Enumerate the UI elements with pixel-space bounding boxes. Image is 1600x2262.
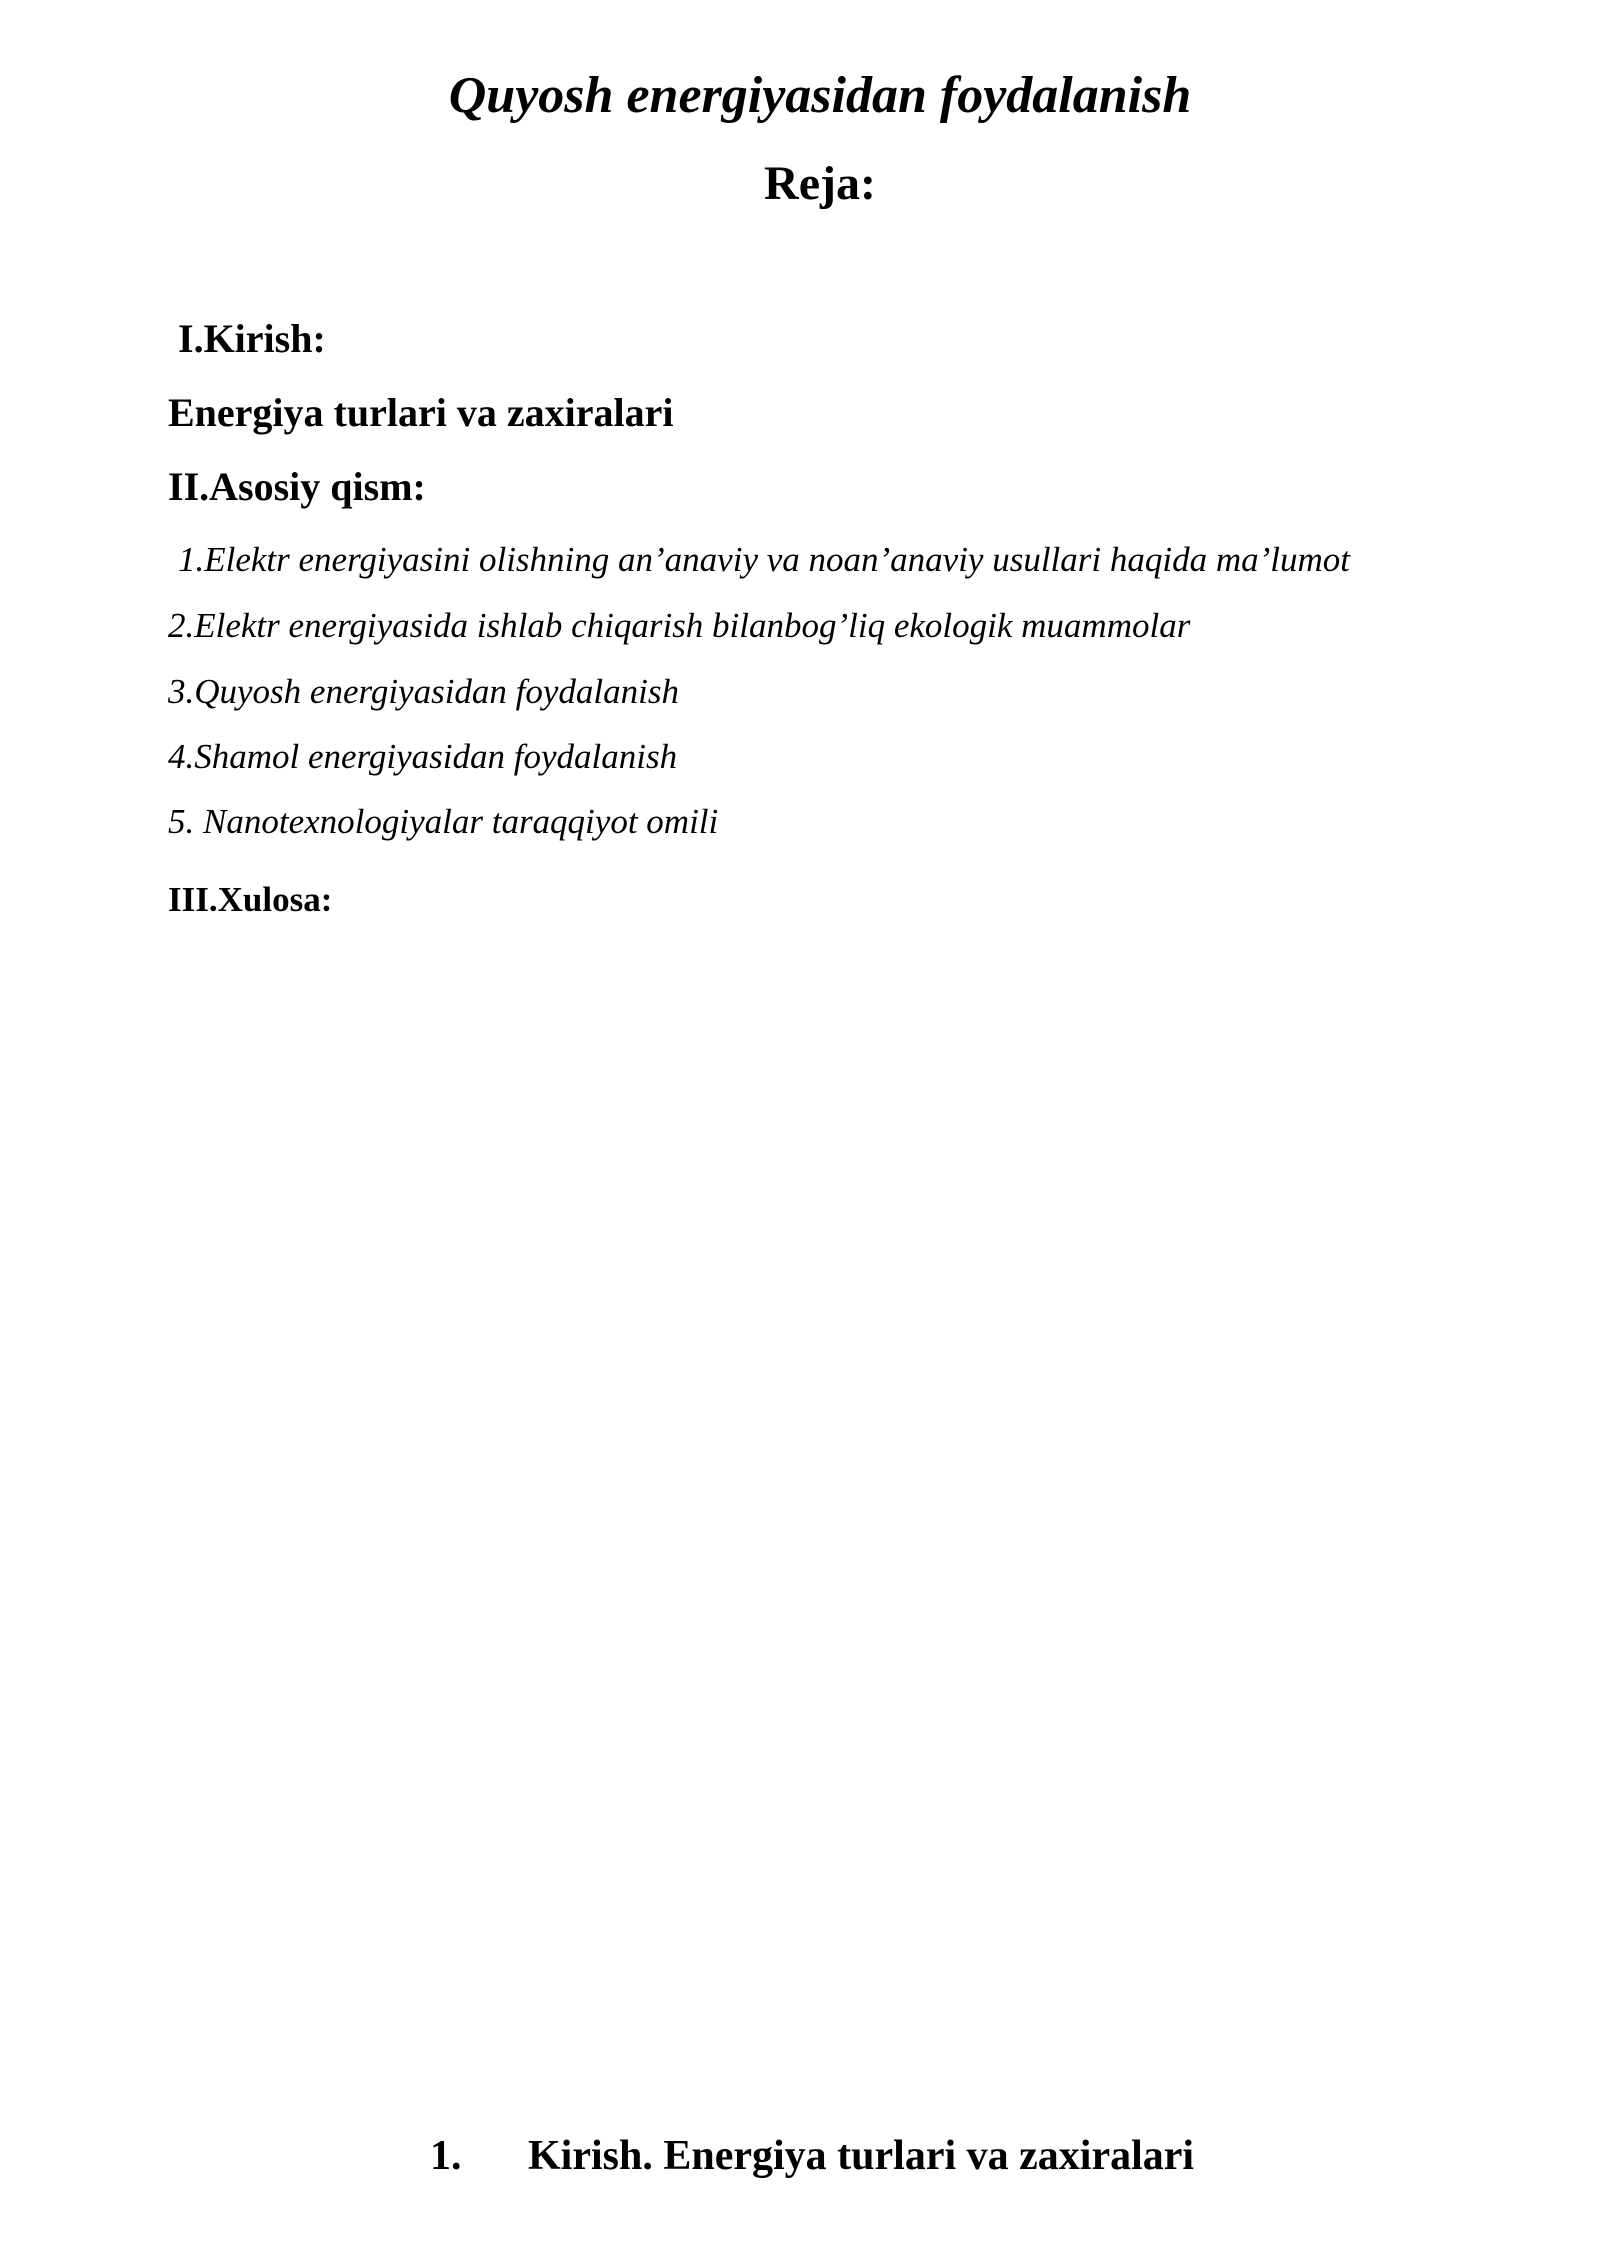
- list-item: 3.Quyosh energiyasidan foydalanish: [168, 672, 680, 711]
- conclusion-heading: III.Xulosa:: [168, 880, 333, 919]
- intro-topic: Energiya turlari va zaxiralari: [168, 390, 674, 435]
- section-heading: [430, 2130, 1194, 2182]
- section-number: 1.: [430, 2133, 462, 2179]
- document-title: Quyosh energiyasidan foydalanish: [448, 67, 1192, 124]
- list-item: 5. Nanotexnologiyalar taraqqiyot omili: [168, 802, 719, 841]
- section-title: Kirish. Energiya turlari va zaxiralari: [528, 2133, 1195, 2179]
- list-item: 2.Elektr energiyasida ishlab chiqarish bilanbog’liq ekologik muammolar: [168, 606, 1191, 645]
- intro-heading: I.Kirish:: [178, 316, 326, 361]
- list-item: 1.Elektr energiyasini olishning an’anaviy va noan’anaviy usullari haqida ma’lumot: [178, 540, 1351, 579]
- main-heading: II.Asosiy qism:: [168, 464, 426, 509]
- plan-heading: Reja:: [764, 157, 876, 210]
- list-item: 4.Shamol energiyasidan foydalanish: [168, 737, 678, 776]
